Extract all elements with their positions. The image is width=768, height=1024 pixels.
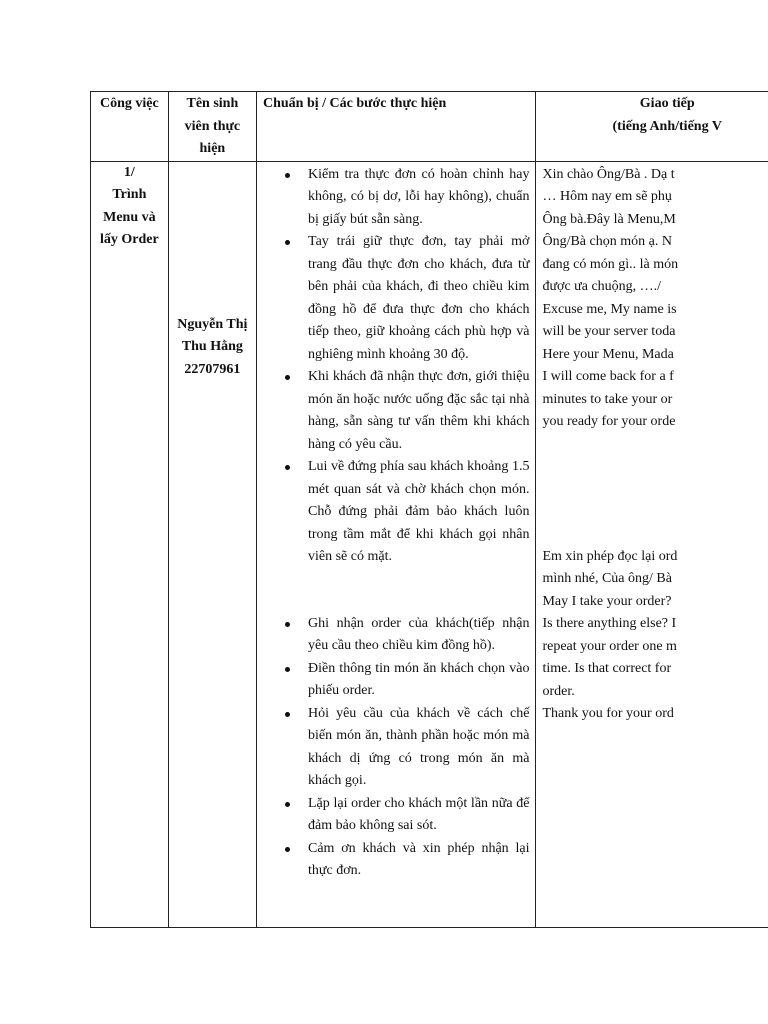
header-communication	[536, 92, 768, 162]
list-item: Tay trái giữ thực đơn, tay phải mở trang đầu thực đơn cho khách, đưa từ bên phải của khách, đi theo chiều kim đồng hồ để đưa thực đơn cho khách tiếp theo, giữ khoảng cách phù hợp và nghiêng mình khoảng 30 độ.	[281, 231, 529, 366]
steps-list-2	[281, 613, 529, 883]
header-task: Công việc	[91, 92, 169, 162]
comm-line: … Hôm nay em sẽ phụ	[542, 189, 672, 204]
list-item: Hỏi yêu cầu của khách về cách chế biến món ăn, thành phần hoặc món mà khách dị ứng có trong món ăn mà khách gọi.	[281, 703, 529, 793]
steps-list-1	[281, 164, 529, 569]
steps-cell	[257, 161, 536, 927]
list-item: Lui về đứng phía sau khách khoảng 1.5 mét quan sát và chờ khách chọn món. Chỗ đứng phải đảm bảo khách luôn trong tầm mắt để khi khách gọi nhân viên sẽ có mặt.	[281, 456, 529, 569]
comm-line: Ông bà.Đây là Menu,M	[542, 211, 676, 227]
comm-line: Excuse me, My name is	[542, 301, 677, 317]
comm-line: mình nhé, Của ông/ Bà	[542, 571, 672, 586]
list-item: Điền thông tin món ăn khách chọn vào phiếu order.	[281, 658, 529, 703]
student-name: Nguyễn Thị	[177, 316, 248, 332]
student-name: Thu Hằng	[181, 339, 243, 354]
comm-line: minutes to take your or	[542, 391, 673, 407]
task-line: 1/	[123, 164, 135, 180]
header-student: Tên sinh viên thực hiện	[168, 92, 256, 162]
header-row	[91, 92, 768, 162]
communication-cell	[536, 161, 768, 927]
list-item: Kiểm tra thực đơn có hoàn chỉnh hay không, có bị dơ, lỗi hay không), chuẩn bị giấy bút sẵn sàng.	[281, 164, 529, 232]
task-line: Menu và	[103, 209, 156, 225]
comm-line: Is there anything else? I	[542, 616, 677, 631]
student-id: 22707961	[184, 361, 241, 377]
comm-line: đang có món gì.. là món	[542, 256, 679, 272]
list-item: Khi khách đã nhận thực đơn, giới thiệu món ăn hoặc nước uống đặc sắc tại nhà hàng, sẵn sàng tư vấn thêm khi khách hàng có yêu cầu.	[281, 366, 529, 456]
comm-line: Here your Menu, Mada	[542, 346, 674, 362]
list-item: Ghi nhận order của khách(tiếp nhận yêu cầu theo chiều kim đồng hồ).	[281, 613, 529, 658]
task-cell	[91, 161, 169, 927]
comm-line: Xin chào Ông/Bà . Dạ t	[542, 166, 675, 182]
student-cell	[168, 161, 256, 927]
comm-line: Ông/Bà chọn món ạ. N	[542, 234, 672, 249]
comm-line: order.	[542, 683, 575, 699]
list-item: Lặp lại order cho khách một lần nữa để đảm bảo không sai sót.	[281, 793, 529, 838]
task-line: lấy Order	[100, 232, 159, 247]
comm-line: you ready for your orde	[542, 414, 676, 429]
comm-line: will be your server toda	[542, 324, 676, 339]
header-communication-line1: Giao tiếp	[639, 96, 695, 111]
task-line: Trình	[112, 187, 147, 202]
task-table	[90, 91, 768, 928]
list-item: Cảm ơn khách và xin phép nhận lại thực đơn.	[281, 838, 529, 883]
header-steps: Chuẩn bị / Các bước thực hiện	[257, 92, 536, 162]
header-communication-line2: (tiếng Anh/tiếng V	[612, 118, 722, 134]
table-row	[91, 161, 768, 927]
comm-line: I will come back for a f	[542, 369, 674, 384]
comm-line: được ưa chuộng, …./	[542, 279, 662, 294]
comm-line: time. Is that correct for	[542, 661, 672, 676]
comm-line: Thank you for your ord	[542, 706, 674, 721]
comm-line: repeat your order one m	[542, 638, 677, 654]
comm-line: May I take your order?	[542, 593, 672, 609]
comm-line: Em xin phép đọc lại ord	[542, 548, 678, 564]
